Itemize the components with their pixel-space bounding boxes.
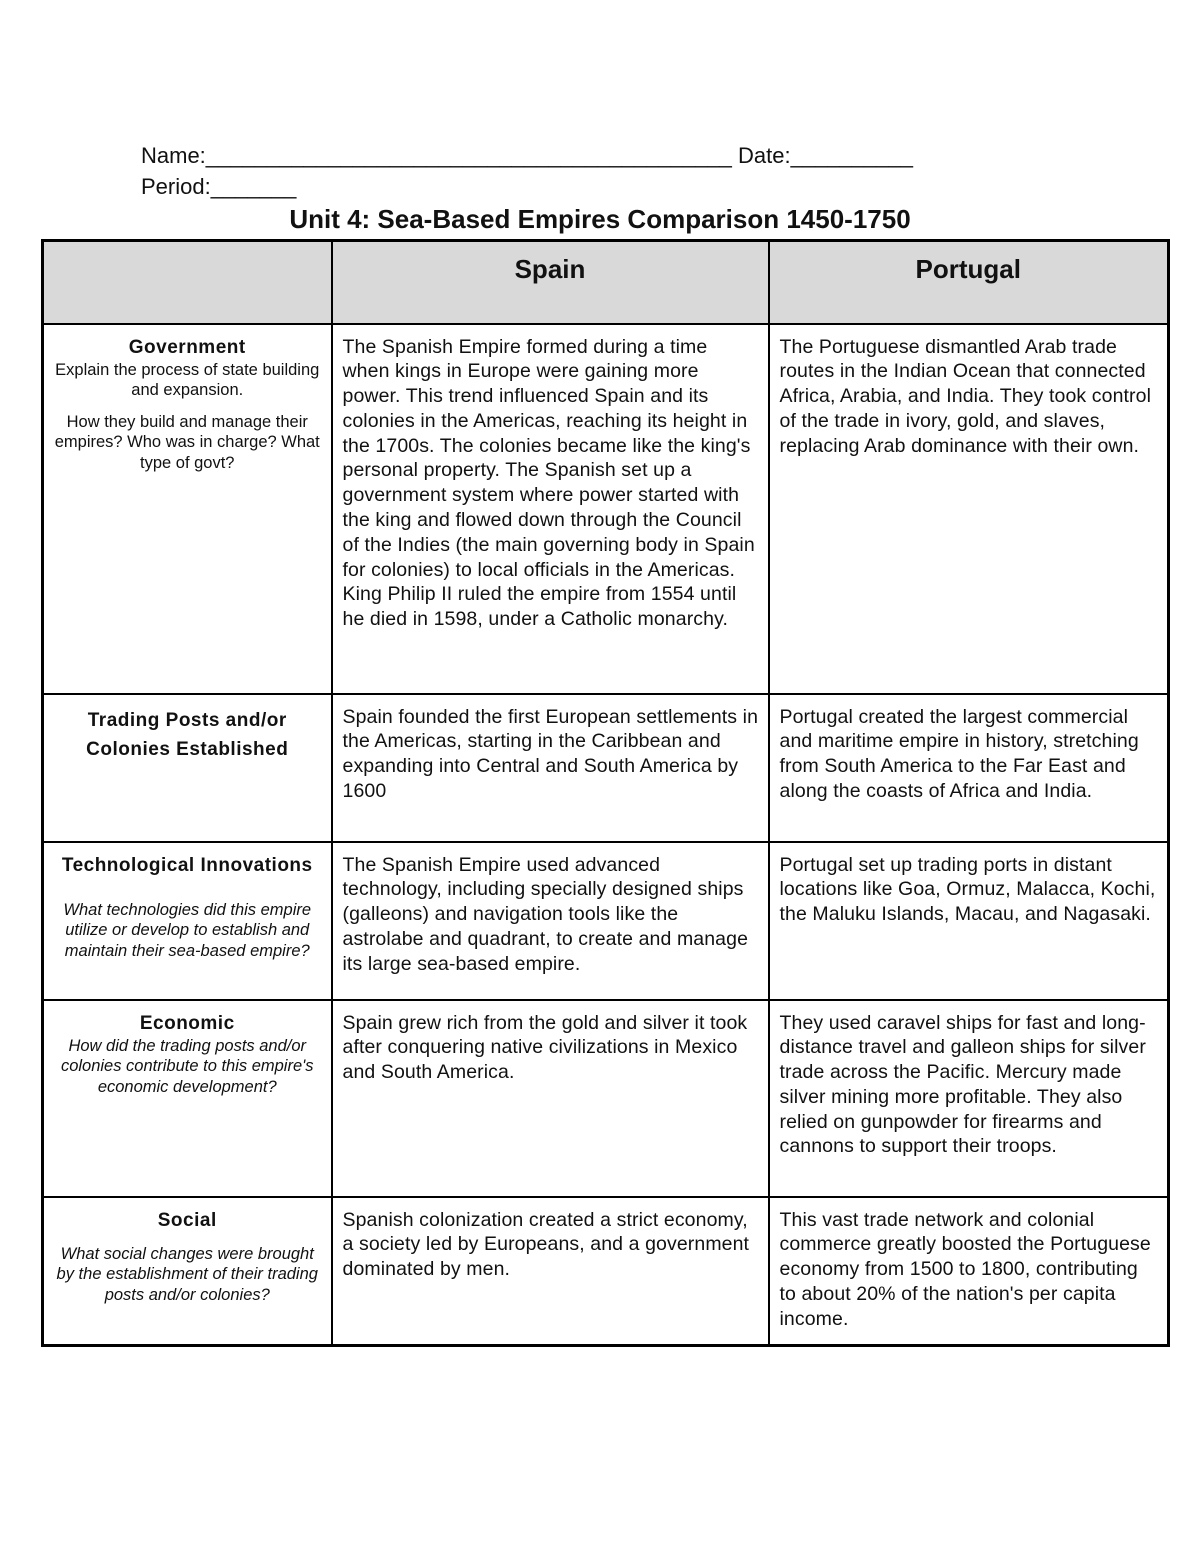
cell-portugal-economic: They used caravel ships for fast and long-distance travel and galleon ships for silver trade across the Pacific. Mercury made silver mining more profitable. They also relied on gunpowder for firearms and cannons to support their troops. [769, 1000, 1169, 1197]
cell-portugal-technology: Portugal set up trading ports in distant locations like Goa, Ormuz, Malacca, Kochi, the Maluku Islands, Macau, and Nagasaki. [769, 842, 1169, 1000]
table-row [43, 324, 1169, 694]
table-row [43, 1000, 1169, 1197]
row-prompt: What technologies did this empire utilize or develop to establish and maintain their sea-based empire? [63, 900, 312, 960]
table-row [43, 694, 1169, 842]
cell-portugal-government: The Portuguese dismantled Arab trade routes in the Indian Ocean that connected Africa, Arabia, and India. They took control of the trade in ivory, gold, and slaves, replacing Arab dominance with their own. [769, 324, 1169, 694]
table-row [43, 842, 1169, 1000]
column-header-portugal: Portugal [769, 241, 1169, 324]
row-prompt: How they build and manage their empires? Who was in charge? What type of govt? [54, 412, 320, 472]
row-prompt: How did the trading posts and/or colonies contribute to this empire's economic development? [60, 1036, 314, 1096]
name-date-line: Name:___________________________________________ Date:__________ [141, 143, 913, 168]
header-corner-cell [43, 241, 332, 324]
row-prompt: What social changes were brought by the establishment of their trading posts and/or colonies? [56, 1244, 318, 1304]
row-title: Economic [139, 1012, 235, 1034]
row-label-technology [43, 842, 332, 1000]
cell-portugal-social: This vast trade network and colonial commerce greatly boosted the Portuguese economy from 1500 to 1800, contributing to about 20% of the nation's per capita income. [769, 1197, 1169, 1346]
row-title: Trading Posts and/or Colonies Established [86, 709, 289, 760]
cell-spain-trading-posts: Spain founded the first European settlements in the Americas, starting in the Caribbean and expanding into Central and South America by 1600 [332, 694, 769, 842]
cell-spain-social: Spanish colonization created a strict economy, a society led by Europeans, and a government dominated by men. [332, 1197, 769, 1346]
cell-spain-government: The Spanish Empire formed during a time when kings in Europe were gaining more power. This trend influenced Spain and its colonies in the Americas, reaching its height in the 1700s. The colonies became like the king's personal property. The Spanish set up a government system where power started with the king and flowed down through the Council of the Indies (the main governing body in Spain for colonies) to local officials in the Americas. King Philip II ruled the empire from 1554 until he died in 1598, under a Catholic monarchy. [332, 324, 769, 694]
row-title: Technological Innovations [61, 854, 313, 876]
row-label-economic [43, 1000, 332, 1197]
column-header-spain: Spain [332, 241, 769, 324]
table-header-row [43, 241, 1169, 324]
row-label-government [43, 324, 332, 694]
cell-spain-economic: Spain grew rich from the gold and silver it took after conquering native civilizations in Mexico and South America. [332, 1000, 769, 1197]
row-prompt: Explain the process of state building and expansion. [55, 360, 320, 399]
cell-spain-technology: The Spanish Empire used advanced technology, including specially designed ships (galleons) and navigation tools like the astrolabe and quadrant, to create and manage its large sea-based empire. [332, 842, 769, 1000]
table-row [43, 1197, 1169, 1346]
row-title: Social [157, 1209, 217, 1231]
row-title: Government [128, 336, 246, 358]
comparison-table [41, 239, 1170, 1347]
row-label-trading-posts [43, 694, 332, 842]
row-label-social [43, 1197, 332, 1346]
worksheet-title: Unit 4: Sea-Based Empires Comparison 1450-1750 [289, 204, 911, 234]
cell-portugal-trading-posts: Portugal created the largest commercial and maritime empire in history, stretching from South America to the Far East and along the coasts of Africa and India. [769, 694, 1169, 842]
period-line: Period:_______ [141, 174, 297, 199]
